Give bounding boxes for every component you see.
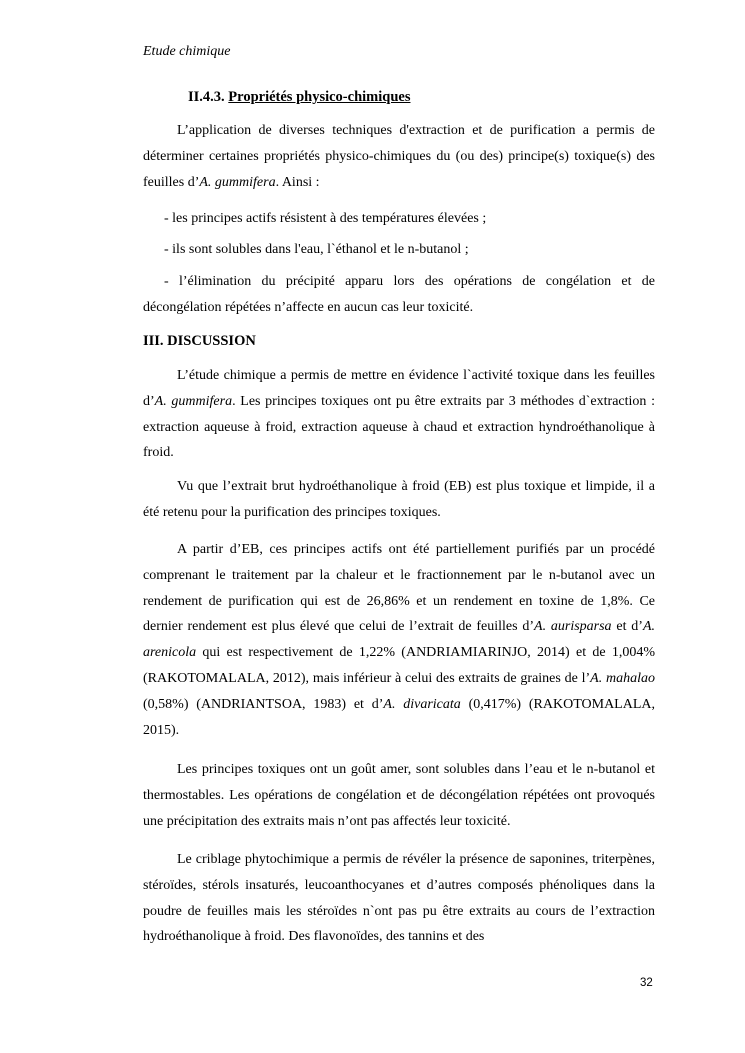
paragraph-discussion-4: Les principes toxiques ont un goût amer, sont solubles dans l’eau et le n-butanol et thermostables. Les opérations de congélation et de décongélation répétées ont provoqués une précipitation des extraits mais n’ont pas affectés leur toxicité. xyxy=(143,762,655,829)
paragraph-properties-intro xyxy=(143,118,655,195)
subsection-title: Propriétés physico-chimiques xyxy=(228,89,411,105)
text-run: qui est respectivement de 1,22% (ANDRIAMIARINJO, 2014) et de 1,004% (RAKOTOMALALA, 2012), mais inférieur à celui des extraits de graines de l’ xyxy=(143,645,655,686)
species-name: A. gummifera xyxy=(154,393,233,409)
text-run: . Ainsi : xyxy=(275,174,320,190)
subsection-heading xyxy=(188,89,410,106)
page-number: 32 xyxy=(640,977,653,989)
text-run: L’application de diverses techniques d'extraction et de purification a permis de déterminer certaines propriétés physico-chimiques du (ou des) principe(s) toxique(s) des feuilles d’ xyxy=(143,123,655,190)
text-run: et d’ xyxy=(611,619,643,635)
species-name: A. arenicola xyxy=(143,619,655,661)
species-name: A. mahalao xyxy=(590,670,655,686)
paragraph-discussion-5: Le criblage phytochimique a permis de révéler la présence de saponines, triterpènes, stéroïdes, stérols insaturés, leucoanthocyanes et d’autres composés phénoliques dans la poudre de feuilles mais les stéroïdes n`ont pas pu être extraits au cours de l’extraction hydroéthanolique à froid. Des flavonoïdes, des tannins et des xyxy=(143,852,655,945)
bullet-item: - les principes actifs résistent à des températures élevées ; xyxy=(164,211,487,226)
bullet-item: - ils sont solubles dans l'eau, l`éthanol et le n-butanol ; xyxy=(164,242,469,257)
text-run: (0,417%) (RAKOTOMALALA, 2015). xyxy=(143,696,656,738)
section-heading: III. DISCUSSION xyxy=(143,333,256,349)
paragraph-discussion-2: Vu que l’extrait brut hydroéthanolique à froid (EB) est plus toxique et limpide, il a été retenu pour la purification des principes toxiques. xyxy=(143,479,655,520)
species-name: A. gummifera xyxy=(199,174,276,190)
text-run: A partir d’EB, ces principes actifs ont été partiellement purifiés par un procédé comprenant le traitement par la chaleur et le fractionnement par le n-butanol avec un rendement de purification qui est de 26,86% et un rendement en toxine de 1,8%. Ce dernier rendement est plus élevé que celui de l’extrait de feuilles d’ xyxy=(143,542,655,635)
paragraph-discussion-1 xyxy=(143,363,655,466)
running-header: Etude chimique xyxy=(143,44,231,59)
paragraph-discussion-3 xyxy=(143,537,655,743)
text-run: . Les principes toxiques ont pu être extraits par 3 méthodes d`extraction : extraction aqueuse à froid, extraction aqueuse à chaud et extraction hyndroéthanolique à froid. xyxy=(143,393,655,461)
species-name: A. divaricata xyxy=(383,696,461,712)
species-name: A. aurisparsa xyxy=(534,619,612,635)
bullet-item: - l’élimination du précipité apparu lors des opérations de congélation et de décongélation répétées n’affecte en aucun cas leur toxicité. xyxy=(143,274,655,315)
text-run: (0,58%) (ANDRIANTSOA, 1983) et d’ xyxy=(143,696,384,712)
text-run: L’étude chimique a permis de mettre en évidence l`activité toxique dans les feuilles d’ xyxy=(143,368,655,409)
subsection-number: II.4.3. xyxy=(188,89,225,105)
